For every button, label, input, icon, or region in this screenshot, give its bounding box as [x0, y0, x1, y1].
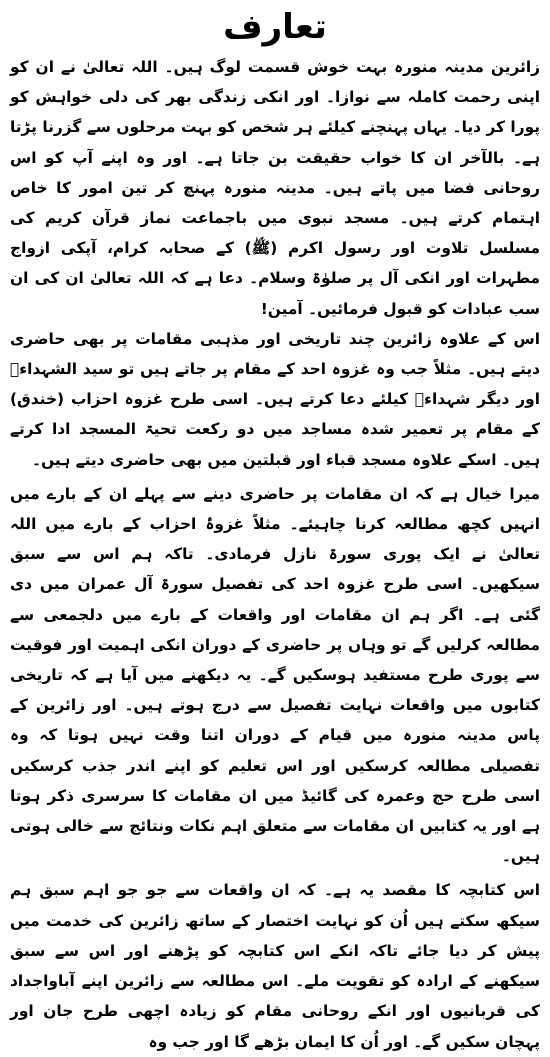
paragraph-study-advice: میرا خیال ہے کہ ان مقامات پر حاضری دینے سے پہلے ان کے بارے میں انہیں کچھ مطالعہ کرنا چاہیئے۔ مثلاً غزوۂ احزاب کے بارے میں اللہ تعالیٰ نے ایک پوری سورۃ نازل فرمادی۔ تاکہ ہم اس سے سبق سیکھیں۔ اسی طرح غزوہ احد کی تفصیل سورۃ آل عمران میں دی گئی ہے۔ اگر ہم ان مقامات اور واقعات کے بارے میں دلجمعی سے مطالعہ کرلیں گے تو وہاں پر حاضری کے دوران انکی اہمیت اور فوقیت سے پوری طرح مستفید ہوسکیں گے۔ یہ دیکھنے میں آیا ہے کہ تاریخی کتابوں میں واقعات نہایت تفصیل سے درج ہوتے ہیں۔ اور زائرین کے پاس مدینہ منورہ میں قیام کے دوران اتنا وقت نہیں ہوتا کہ وہ تفصیلی مطالعہ کرسکیں اور اس تعلیم کو اپنے اندر جذب کرسکیں اسی طرح حج وعمرہ کی گائیڈ میں ان مقامات کا سرسری ذکر ہوتا ہے اور یہ کتابیں ان مقامات سے متعلق اہم نکات ونتائج سے خالی ہوتی ہیں۔ — [10, 484, 540, 866]
paragraph-intro: زائرین مدینہ منورہ بہت خوش قسمت لوگ ہیں۔ اللہ تعالیٰ نے ان کو اپنی رحمت کاملہ سے نوازا۔ اور انکی زندگی بھر کی دلی خواہش کو پورا کر دیا۔ یہاں پہنچنے کیلئے ہر شخص کو بہت مرحلوں سے گزرنا پڑتا ہے۔ بالآخر ان کا خواب حقیقت بن جاتا ہے۔ اور وہ اپنے آپ کو اس روحانی فضا میں پاتے ہیں۔ مدینہ منورہ پہنچ کر تین امور کا خاص اہتمام کرتے ہیں۔ مسجد نبوی میں باجماعت نماز قرآن کریم کی مسلسل تلاوت اور رسول اکرم (ﷺ) کے صحابہ کرام، آپکی ازواج مطہرات اور انکی آل پر صلوٰۃ وسلام۔ دعا ہے کہ اللہ تعالیٰ ان کی ان سب عبادات کو قبول فرمائیں۔ آمین! — [10, 58, 540, 318]
paragraph-purpose: اس کتابچہ کا مقصد یہ ہے۔ کہ ان واقعات سے جو جو اہم سبق ہم سیکھ سکتے ہیں اُن کو نہایت اختصار کے ساتھ زائرین کی خدمت میں پیش کر دیا جائے تاکہ انکے اس کتابچہ کو پڑھنے اور اس سے سبق سیکھنے کے ارادہ کو تقویت ملے۔ اس مطالعہ سے زائرین اپنے آباواجداد کی قربانیوں اور انکے روحانی مقام کو زیادہ اچھی طرح جان اور پہچان سکیں گے۔ اور اُن کا ایمان بڑھے گا اور جب وہ — [10, 881, 540, 1051]
paragraph-historical-sites: اس کے علاوہ زائرین چند تاریخی اور مذہبی مقامات پر بھی حاضری دیتے ہیں۔ مثلاً جب وہ غزوہ احد کے مقام پر جاتے ہیں تو سید الشہداءؓ اور دیگر شہداءؓ کیلئے دعا کرتے ہیں۔ اسی طرح غزوہ احزاب (خندق) کے مقام پر تعمیر شدہ مساجد میں دو رکعت تحیۃ المسجد ادا کرتے ہیں۔ اسکے علاوہ مسجد قباء اور قبلتین میں بھی حاضری دیتے ہیں۔ — [10, 329, 540, 469]
page-title: تعارف — [223, 7, 327, 47]
